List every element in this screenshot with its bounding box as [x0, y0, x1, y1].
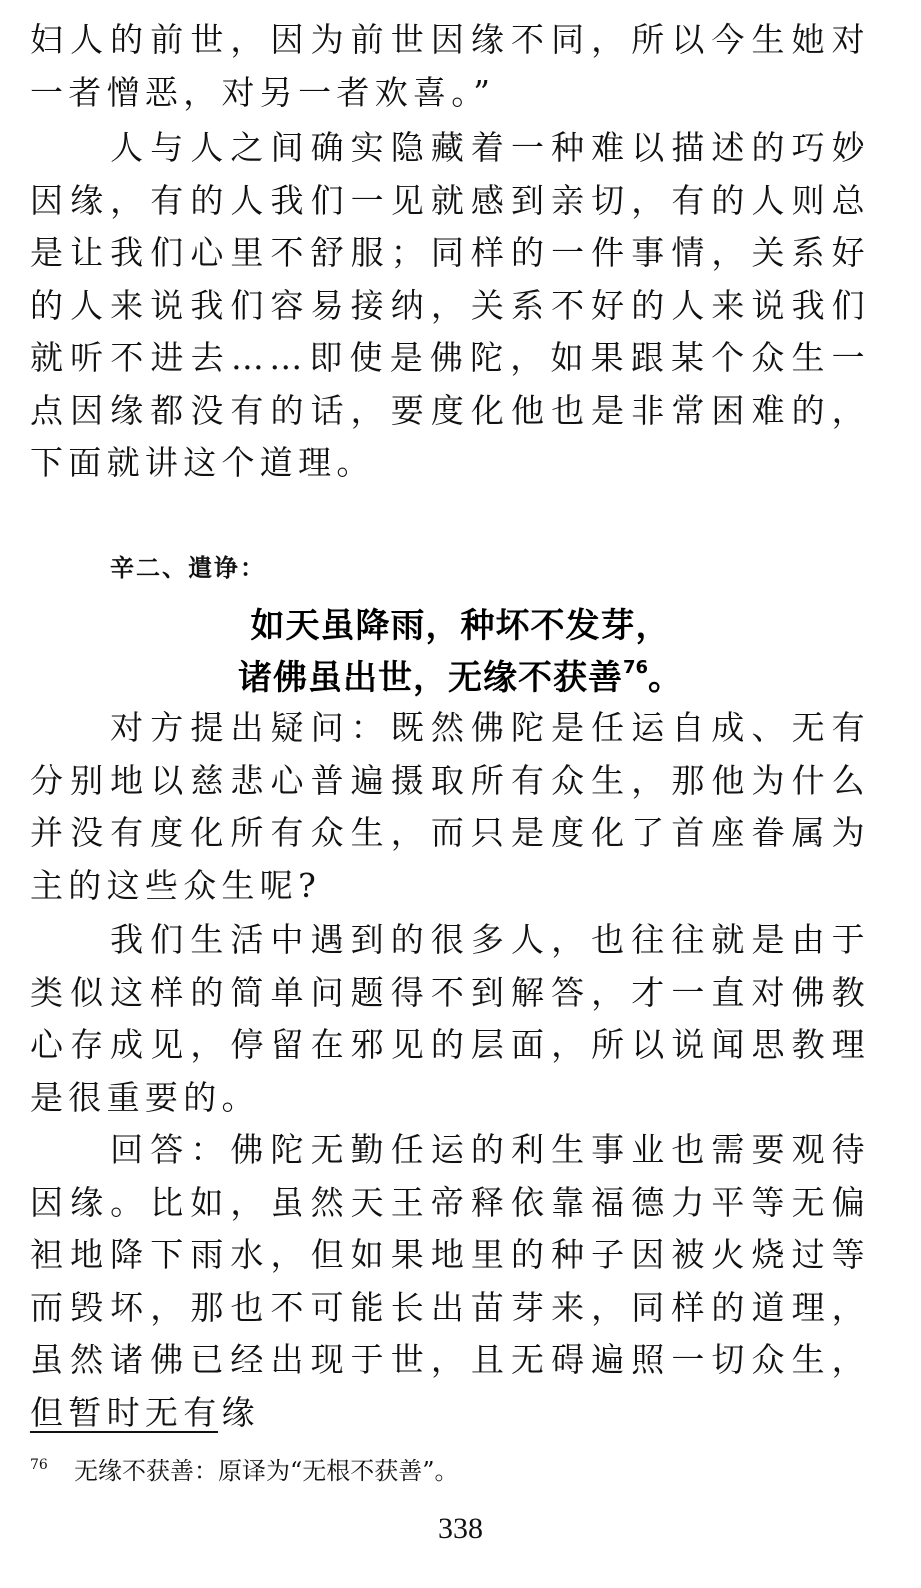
footnote-text: 无缘不获善：原译为“无根不获善”。 [74, 1457, 459, 1485]
paragraph-1: 妇人的前世，因为前世因缘不同，所以今生她对一者憎恶，对另一者欢喜。” [30, 20, 870, 112]
footnote-number: 76 [30, 1457, 48, 1473]
footnote-divider [30, 1431, 218, 1433]
verse-line-2-end: 。 [648, 658, 684, 698]
verse-line-2 [0, 650, 921, 699]
paragraph-3: 对方提出疑问：既然佛陀是任运自成、无有分别地以慈悲心普遍摄取所有众生，那他为什么并没有度化所有众生，而只是度化了首座眷属为主的这些众生呢? [30, 708, 870, 905]
section-heading: 辛二、遣诤： [110, 554, 266, 582]
paragraph-4: 我们生活中遇到的很多人，也往往就是由于类似这样的简单问题得不到解答，才一直对佛教心存成见，停留在邪见的层面，所以说闻思教理是很重要的。 [30, 920, 870, 1117]
verse-line-1: 如天虽降雨，种坏不发芽， [250, 606, 671, 646]
paragraph-2: 人与人之间确实隐藏着一种难以描述的巧妙因缘，有的人我们一见就感到亲切，有的人则总是让我们心里不舒服；同样的一件事情，关系好的人来说我们容易接纳，关系不好的人来说我们就听不进去……即使是佛陀，如果跟某个众生一点因缘都没有的话，要度化他也是非常困难的，下面就讲这个道理。 [30, 128, 870, 482]
footnote-reference[interactable]: 76 [622, 657, 649, 678]
verse-line-2-text: 诸佛虽出世，无缘不获善 [237, 658, 623, 698]
paragraph-5: 回答：佛陀无勤任运的利生事业也需要观待因缘。比如，虽然天王帝释依靠福德力平等无偏袒地降下雨水，但如果地里的种子因被火烧过等而毁坏，那也不可能长出苗芽来，同样的道理，虽然诸佛已经出现于世，且无碍遍照一切众生，但暂时无有缘 [30, 1130, 870, 1432]
footnote [30, 1448, 890, 1488]
page-number: 338 [438, 1512, 483, 1545]
